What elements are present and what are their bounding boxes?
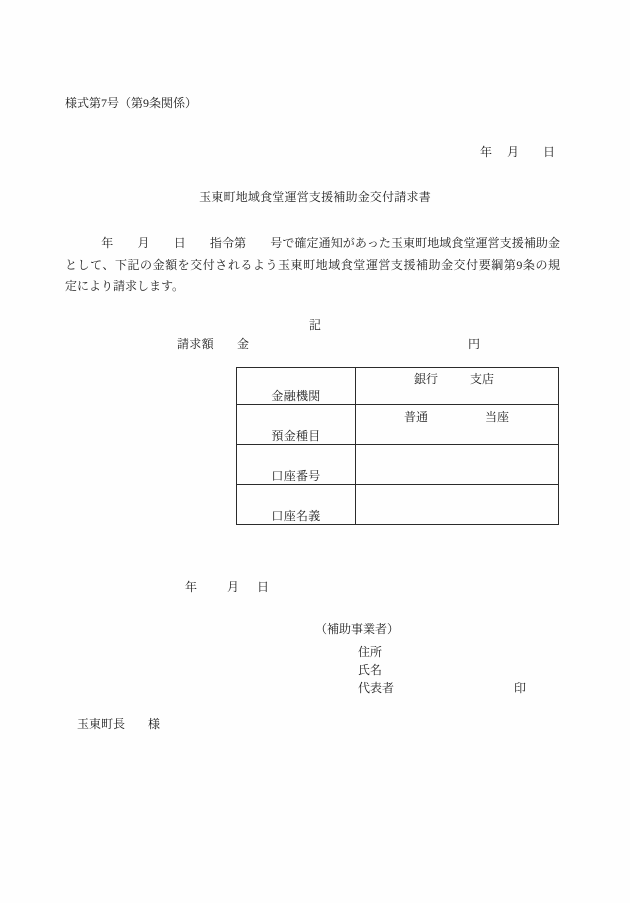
- claim-amount-prefix: 金: [237, 337, 250, 351]
- bottom-date-year: 年: [185, 580, 198, 594]
- account-number-label: 口座番号: [237, 445, 356, 485]
- bottom-date-line: [185, 580, 269, 595]
- account-holder-field: [356, 485, 559, 525]
- account-number-field: [356, 445, 559, 485]
- deposit-type-field: [356, 405, 559, 445]
- body-line-2: として、下記の金額を交付されるよう玉東町地域食堂運営支援補助金交付要綱第9条の規: [65, 257, 560, 272]
- account-holder-label: 口座名義: [237, 485, 356, 525]
- addressee-line: [77, 717, 160, 732]
- claim-amount-label: 請求額: [177, 337, 214, 351]
- top-date-month: 月: [507, 145, 520, 159]
- bank-account-table: [236, 367, 559, 525]
- current-option: 当座: [485, 410, 510, 424]
- top-date-year: 年: [480, 145, 493, 159]
- table-row-financial-institution: [237, 368, 559, 405]
- body-line-1: 年 月 日 指令第 号で確定通知があった玉東町地域食堂運営支援補助金: [65, 236, 560, 250]
- branch-option: 支店: [470, 372, 495, 386]
- financial-institution-field: [356, 368, 559, 405]
- addressee-honorific: 様: [148, 717, 161, 731]
- top-date-day: 日: [543, 145, 556, 159]
- addressee-title: 玉東町長: [77, 717, 126, 731]
- form-number: 様式第7号（第9条関係）: [65, 96, 198, 110]
- record-marker: 記: [308, 318, 321, 332]
- body-line-3: 定により請求します。: [65, 279, 185, 293]
- table-row-account-holder: [237, 485, 559, 525]
- bottom-date-month: 月: [227, 580, 240, 594]
- claim-amount-unit: 円: [468, 337, 481, 351]
- body-paragraph: [65, 233, 560, 298]
- applicant-address-label: 住所: [358, 645, 383, 659]
- document-title: 玉東町地域食堂運営支援補助金交付請求書: [199, 190, 431, 204]
- top-date-line: [480, 145, 555, 160]
- seal-mark: 印: [514, 681, 527, 695]
- ordinary-option: 普通: [404, 410, 429, 424]
- financial-institution-label: 金融機関: [237, 368, 356, 405]
- table-row-deposit-type: [237, 405, 559, 445]
- applicant-representative-label: 代表者: [358, 681, 395, 695]
- applicant-heading: （補助事業者）: [315, 622, 400, 636]
- bank-option: 銀行: [414, 372, 439, 386]
- deposit-type-label: 預金種目: [237, 405, 356, 445]
- applicant-name-label: 氏名: [358, 663, 383, 677]
- bottom-date-day: 日: [257, 580, 270, 594]
- table-row-account-number: [237, 445, 559, 485]
